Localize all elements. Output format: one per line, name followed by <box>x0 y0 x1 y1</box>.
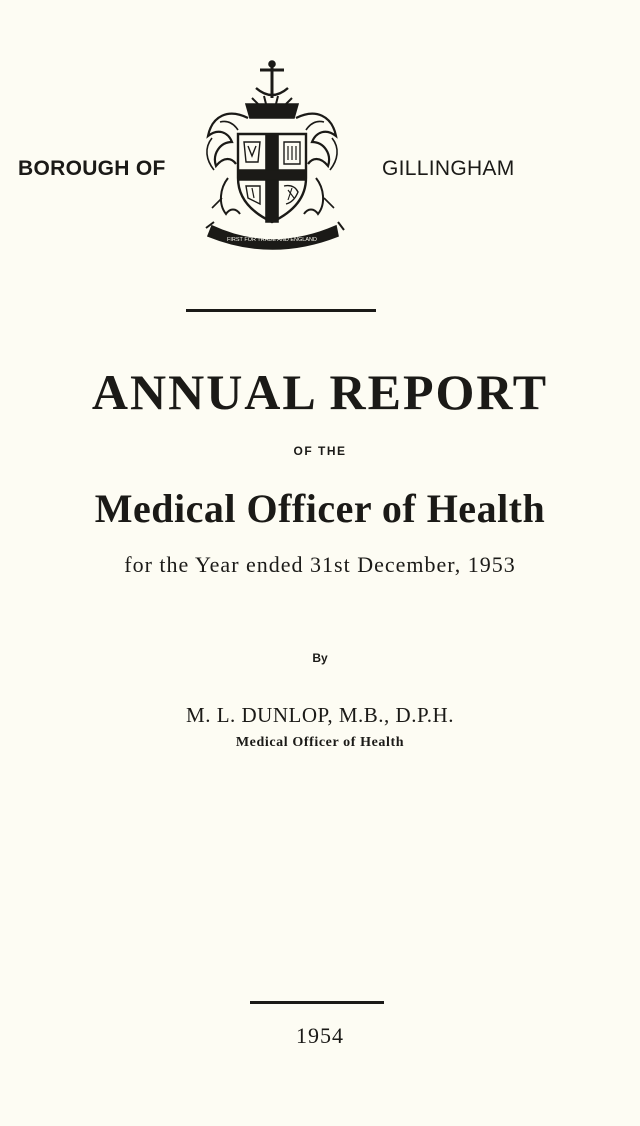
by-label: By <box>312 651 328 665</box>
author-name: M. L. DUNLOP, M.B., D.P.H. <box>186 703 454 727</box>
of-the-label: OF THE <box>293 444 347 458</box>
coat-of-arms-icon <box>198 58 346 254</box>
crest-motto: FIRST FOR TRADE AND ENGLAND <box>227 237 317 243</box>
report-title: ANNUAL REPORT <box>91 364 549 420</box>
borough-name: GILLINGHAM <box>382 157 515 180</box>
author-title: Medical Officer of Health <box>235 735 405 750</box>
report-year-line: for the Year ended 31st December, 1953 <box>124 552 516 577</box>
publication-year: 1954 <box>296 1023 344 1048</box>
divider-rule <box>186 309 376 312</box>
borough-label: BOROUGH OF <box>18 157 166 180</box>
report-subtitle: Medical Officer of Health <box>94 486 546 531</box>
divider-rule-bottom <box>250 1001 384 1004</box>
